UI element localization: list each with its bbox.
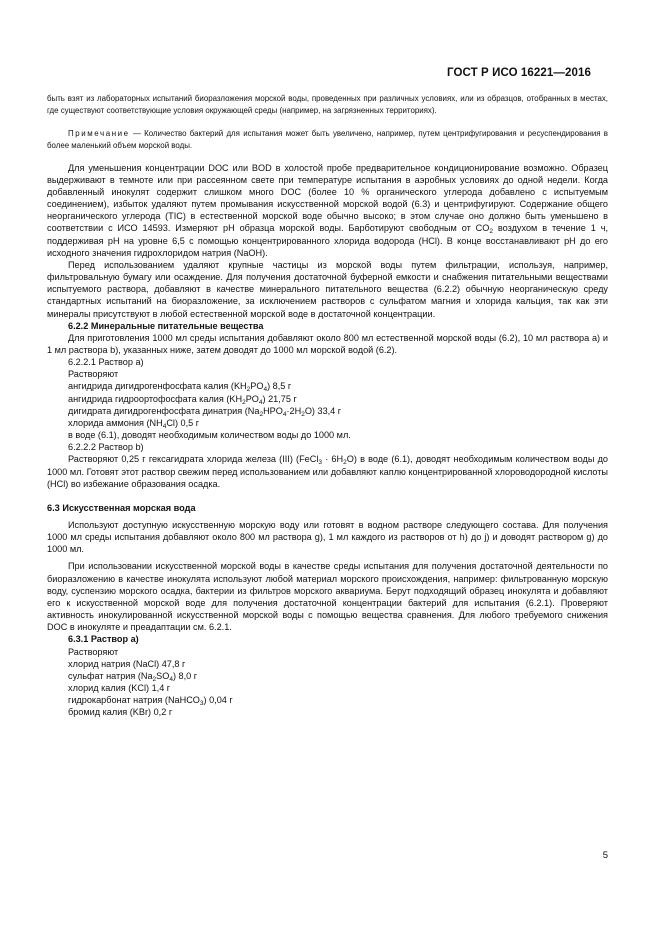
ingredient-item: ангидрида гидроортофосфата калия $(KH_2PO_4)$ 21,75 г xyxy=(68,393,297,406)
note-label: Примечание xyxy=(68,128,130,138)
filtration-paragraph: Перед использованием удаляют крупные частицы из морской воды путем фильтрации, используя, например, фильтровальную бумагу или осаждение. Для получения достаточной буферной емкости и снабжения питательными веществами испытуемого раствора, добавляют в качестве минерального питательного вещества (6.2.2) обычную неорганическую среду стандартных испытаний на биоразложение, за исключением растворов с сульфатом магния и хлорида кальция, так как эти минералы присутствуют в любой естественной морской воде в достаточной концентрации. xyxy=(47,259,608,319)
section-6-2-2-heading: 6.2.2 Минеральные питательные вещества xyxy=(68,320,264,331)
ingredient-item: ангидрида дигидрогенфосфата калия $(KH_2PO_4)$ 8,5 г xyxy=(68,381,292,394)
section-6-3-heading: 6.3 Искусственная морская вода xyxy=(47,502,196,513)
ingredient-item: хлорид натрия (NaCl) 47,8 г xyxy=(68,658,186,669)
solution-b-heading: 6.2.2.2 Раствор b) xyxy=(68,442,144,453)
conditioning-paragraph: Для уменьшения концентрации DOC или BOD в холостой пробе предварительное кондиционирование возможно. Образец выдерживают в темноте или при рассеянном свете при температуре испытания в аэробных условиях до одной недели. Когда добавленный инокулят содержит слишком много DOC (более 10 % органического углерода добавлено с испытуемым соединением), избыток удаляют путем промывания искусственной морской водой (6.3) и центрифугируют. Содержание общего неорганического углерода (TIC) в естественной морской воде обычно высоко; в этом случае оно должно быть уменьшено в соответствии с ИСО 14593. Измеряют pH образца морской воды. Барботируют свободным от $CO_2$ воздухом в течение 1 ч, поддерживая pH на уровне 6,5 с помощью концентрированного хлорида водорода (HCl). В конце восстанавливают pH до его исходного значения гидрохлоридом натрия (NaOH). xyxy=(47,162,608,258)
page-content xyxy=(47,93,608,719)
note-text: — Количество бактерий для испытания может быть увеличено, например, путем центрифугирования и ресуспендирования в более маленький объем морской воды. xyxy=(47,128,608,150)
dissolve-label: Растворяют xyxy=(68,646,119,657)
ingredient-item: в воде (6.1), доводят необходимым количеством воды до 1000 мл. xyxy=(68,430,351,441)
ingredient-item: гидрокарбонат натрия (NaHCO$_3$) 0,04 г xyxy=(68,695,233,708)
page-number: 5 xyxy=(602,850,608,861)
section-6-3-text: Используют доступную искусственную морскую воду или готовят в водном растворе следующего состава. Для получения 1000 мл среды испытания добавляют около 800 мл раствора g), 1 мл каждого из растворов от h) до j) и доводят раствором g) до 1000 мл. xyxy=(47,520,608,555)
ingredient-item: бромид калия (KBr) 0,2 г xyxy=(68,707,173,718)
note xyxy=(47,128,608,152)
ingredient-item: хлорид калия (KCl) 1,4 г xyxy=(68,683,171,694)
standard-header: ГОСТ Р ИСО 16221—2016 xyxy=(446,67,591,79)
solution-a-heading: 6.2.2.1 Раствор a) xyxy=(68,357,144,368)
section-6-3-inoculum-text: При использовании искусственной морской воды в качестве среды испытания для получения достаточной деятельности по биоразложению в качестве инокулята используют любой материал морского происхождения, например: фильтрованную морскую воду, суспензию морского осадка, бактерии из фильтров морского аквариума. Берут подходящий образец инокулята и добавляют его к искусственной морской воде для получения достаточной концентрации бактерий для испытания (6.2.1). Проверяют активность инокулированной искусственной морской воды с помощью вещества сравнения. Для любого требуемого снижения DOC в инокуляте и преадаптации см. 6.2.1. xyxy=(47,561,608,633)
section-6-2-2-text: Для приготовления 1000 мл среды испытания добавляют около 800 мл естественной морской воды (6.2), 10 мл раствора a) и 1 мл раствора b), указанных ниже, затем доводят до 1000 мл морской водой (6.2). xyxy=(47,332,608,355)
section-6-3-1-heading: 6.3.1 Раствор a) xyxy=(68,634,139,645)
ingredient-item: дигидрата дигидрогенфосфата динатрия $(Na_2HPO_4\cdot 2H_2O)$ 33,4 г xyxy=(68,405,342,418)
intro-paragraph: быть взят из лабораторных испытаний биоразложения морской воды, проведенных при различных условиях, или из образцов, отобранных в местах, где существуют соответствующие условия окружающей среды (например, на загрязненных территориях). xyxy=(47,94,608,115)
solution-b-text: Растворяют 0,25 г гексагидрата хлорида железа (III) (FeCl$_3$ · $6H_2O$) в воде (6.1), доводят необходимым количеством воды до 1000 мл. Готовят этот раствор свежим перед использованием или добавляют каплю концентрированной хлороводородной кислоты (HCl) во избежание образования осадка. xyxy=(47,454,609,489)
ingredient-item: хлорида аммония $(NH_4Cl)$ 0,5 г xyxy=(68,417,200,430)
dissolve-label: Растворяют xyxy=(68,369,119,380)
ingredient-item: сульфат натрия $(Na_2SO_4)$ 8,0 г xyxy=(68,670,198,683)
